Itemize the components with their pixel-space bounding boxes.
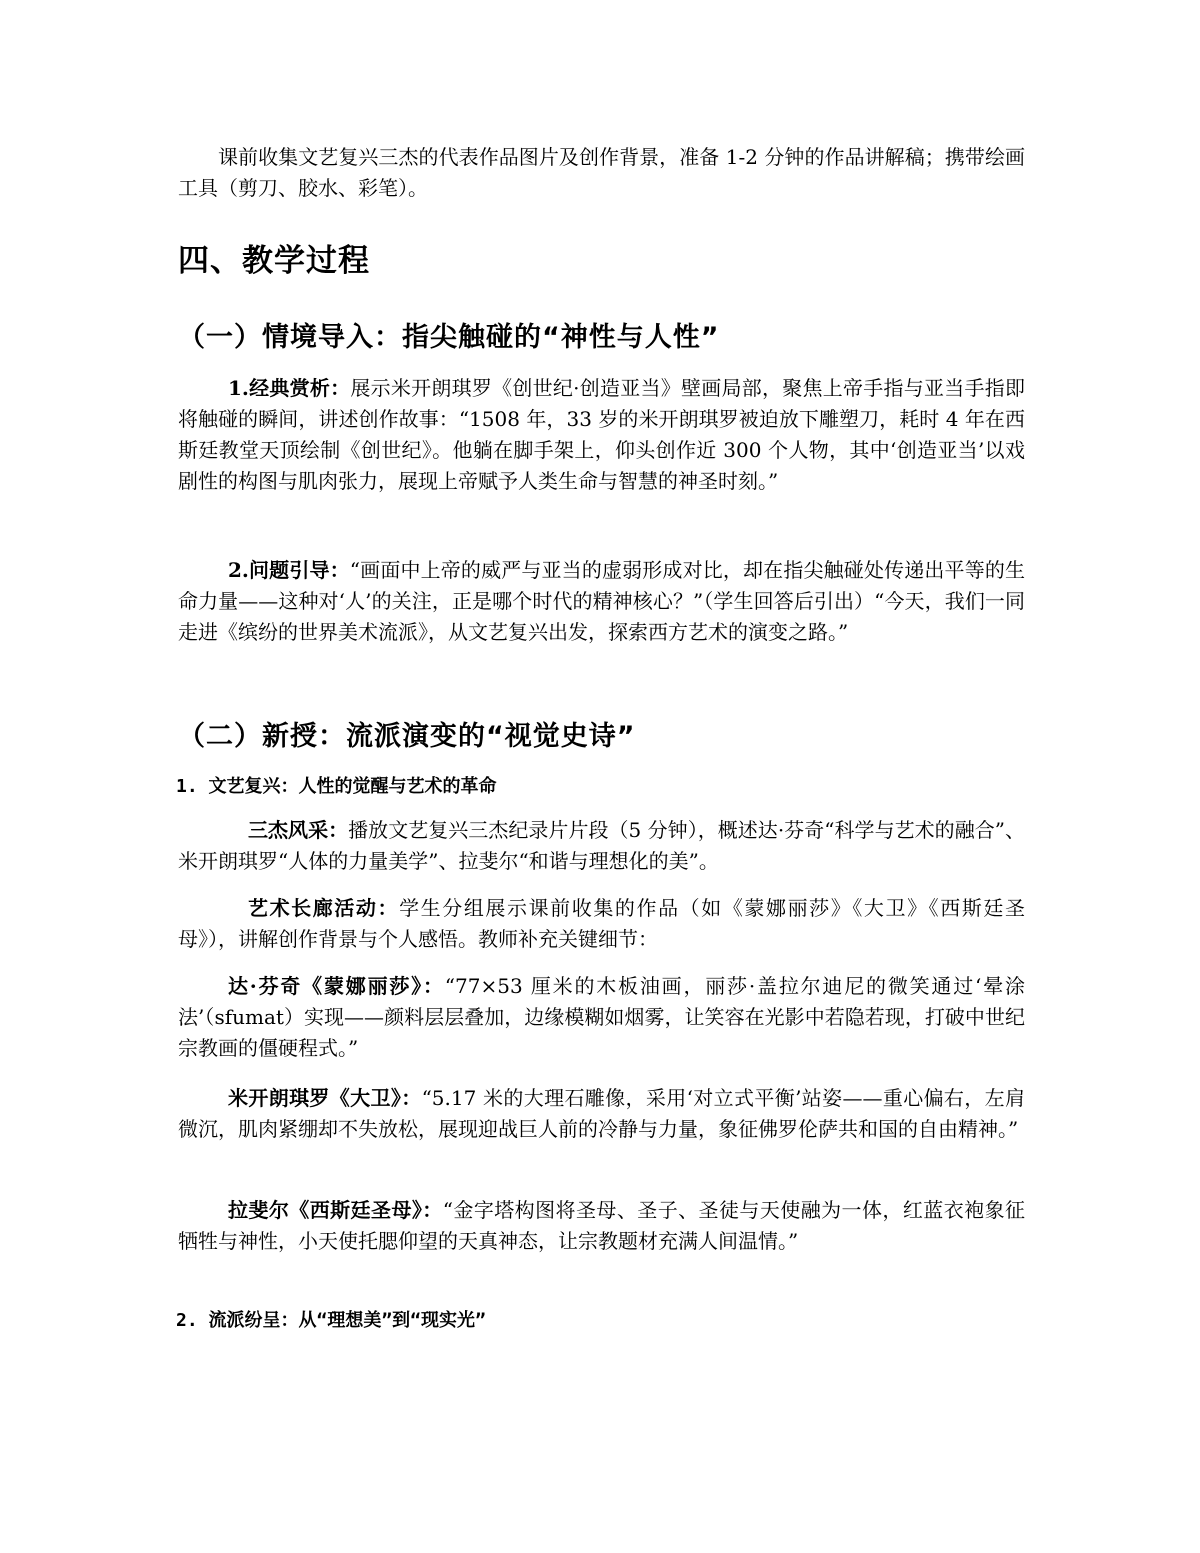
paragraph-lead: 1.经典赏析： bbox=[228, 376, 351, 400]
sub1-paragraph-2 bbox=[178, 893, 1025, 955]
paragraph-text: “画面中上帝的威严与亚当的虚弱形成对比，却在指尖触碰处传递出平等的生命力量——这种对‘人’的关注，正是哪个时代的精神核心？”（学生回答后引出）“今天，我们一同走进《缤纷的世界美术流派》，从文艺复兴出发，探索西方艺术的演变之路。” bbox=[178, 558, 1025, 644]
intro-text: 课前收集文艺复兴三杰的代表作品图片及创作背景，准备 1-2 分钟的作品讲解稿；携带绘画工具（剪刀、胶水、彩笔）。 bbox=[178, 145, 1025, 200]
sub1-paragraph-1 bbox=[178, 815, 1025, 877]
part2-title: （二）新授：流派演变的“视觉史诗” bbox=[178, 721, 636, 752]
paragraph-lead: 米开朗琪罗《大卫》： bbox=[228, 1086, 422, 1110]
sub1-paragraph-5 bbox=[178, 1195, 1025, 1257]
paragraph-text: 学生分组展示课前收集的作品（如《蒙娜丽莎》《大卫》《西斯廷圣母》），讲解创作背景与个人感悟。教师补充关键细节： bbox=[178, 896, 1026, 951]
paragraph-lead: 三杰风采： bbox=[248, 818, 349, 842]
sub1-paragraph-3 bbox=[178, 971, 1025, 1064]
subsection-1-title: 1. 文艺复兴：人性的觉醒与艺术的革命 bbox=[176, 776, 497, 797]
paragraph-text: “77×53 厘米的木板油画，丽莎·盖拉尔迪尼的微笑通过‘晕涂法’（sfumat）实现——颜料层层叠加，边缘模糊如烟雾，让笑容在光影中若隐若现，打破中世纪宗教画的僵硬程式。” bbox=[178, 974, 1026, 1060]
part1-paragraph-1 bbox=[178, 373, 1025, 497]
paragraph-text: 播放文艺复兴三杰纪录片片段（5 分钟），概述达·芬奇“科学与艺术的融合”、米开朗琪罗“人体的力量美学”、拉斐尔“和谐与理想化的美”。 bbox=[178, 818, 1025, 873]
subsection-2-title: 2. 流派纷呈：从“理想美”到“现实光” bbox=[176, 1310, 486, 1331]
paragraph-lead: 拉斐尔《西斯廷圣母》： bbox=[228, 1198, 443, 1222]
paragraph-lead: 2.问题引导： bbox=[228, 558, 350, 582]
part1-paragraph-2 bbox=[178, 555, 1025, 648]
section-title: 四、教学过程 bbox=[178, 243, 370, 279]
intro-paragraph bbox=[178, 142, 1025, 204]
paragraph-text: “金字塔构图将圣母、圣子、圣徒与天使融为一体，红蓝衣袍象征牺牲与神性，小天使托腮仰望的天真神态，让宗教题材充满人间温情。” bbox=[178, 1198, 1025, 1253]
paragraph-text: “5.17 米的大理石雕像，采用‘对立式平衡’站姿——重心偏右，左肩微沉，肌肉紧绷却不失放松，展现迎战巨人前的冷静与力量，象征佛罗伦萨共和国的自由精神。” bbox=[178, 1086, 1026, 1141]
paragraph-lead: 达·芬奇《蒙娜丽莎》： bbox=[228, 974, 445, 998]
part1-title: （一）情境导入：指尖触碰的“神性与人性” bbox=[178, 322, 720, 353]
paragraph-lead: 艺术长廊活动： bbox=[248, 896, 400, 920]
sub1-paragraph-4 bbox=[178, 1083, 1025, 1145]
paragraph-text: 展示米开朗琪罗《创世纪·创造亚当》壁画局部，聚焦上帝手指与亚当手指即将触碰的瞬间，讲述创作故事：“1508 年，33 岁的米开朗琪罗被迫放下雕塑刀，耗时 4 年在西斯廷教堂天顶绘制《创世纪》。他躺在脚手架上，仰头创作近 300 个人物，其中‘创造亚当’以戏剧性的构图与肌肉张力，展现上帝赋予人类生命与智慧的神圣时刻。” bbox=[178, 376, 1025, 493]
